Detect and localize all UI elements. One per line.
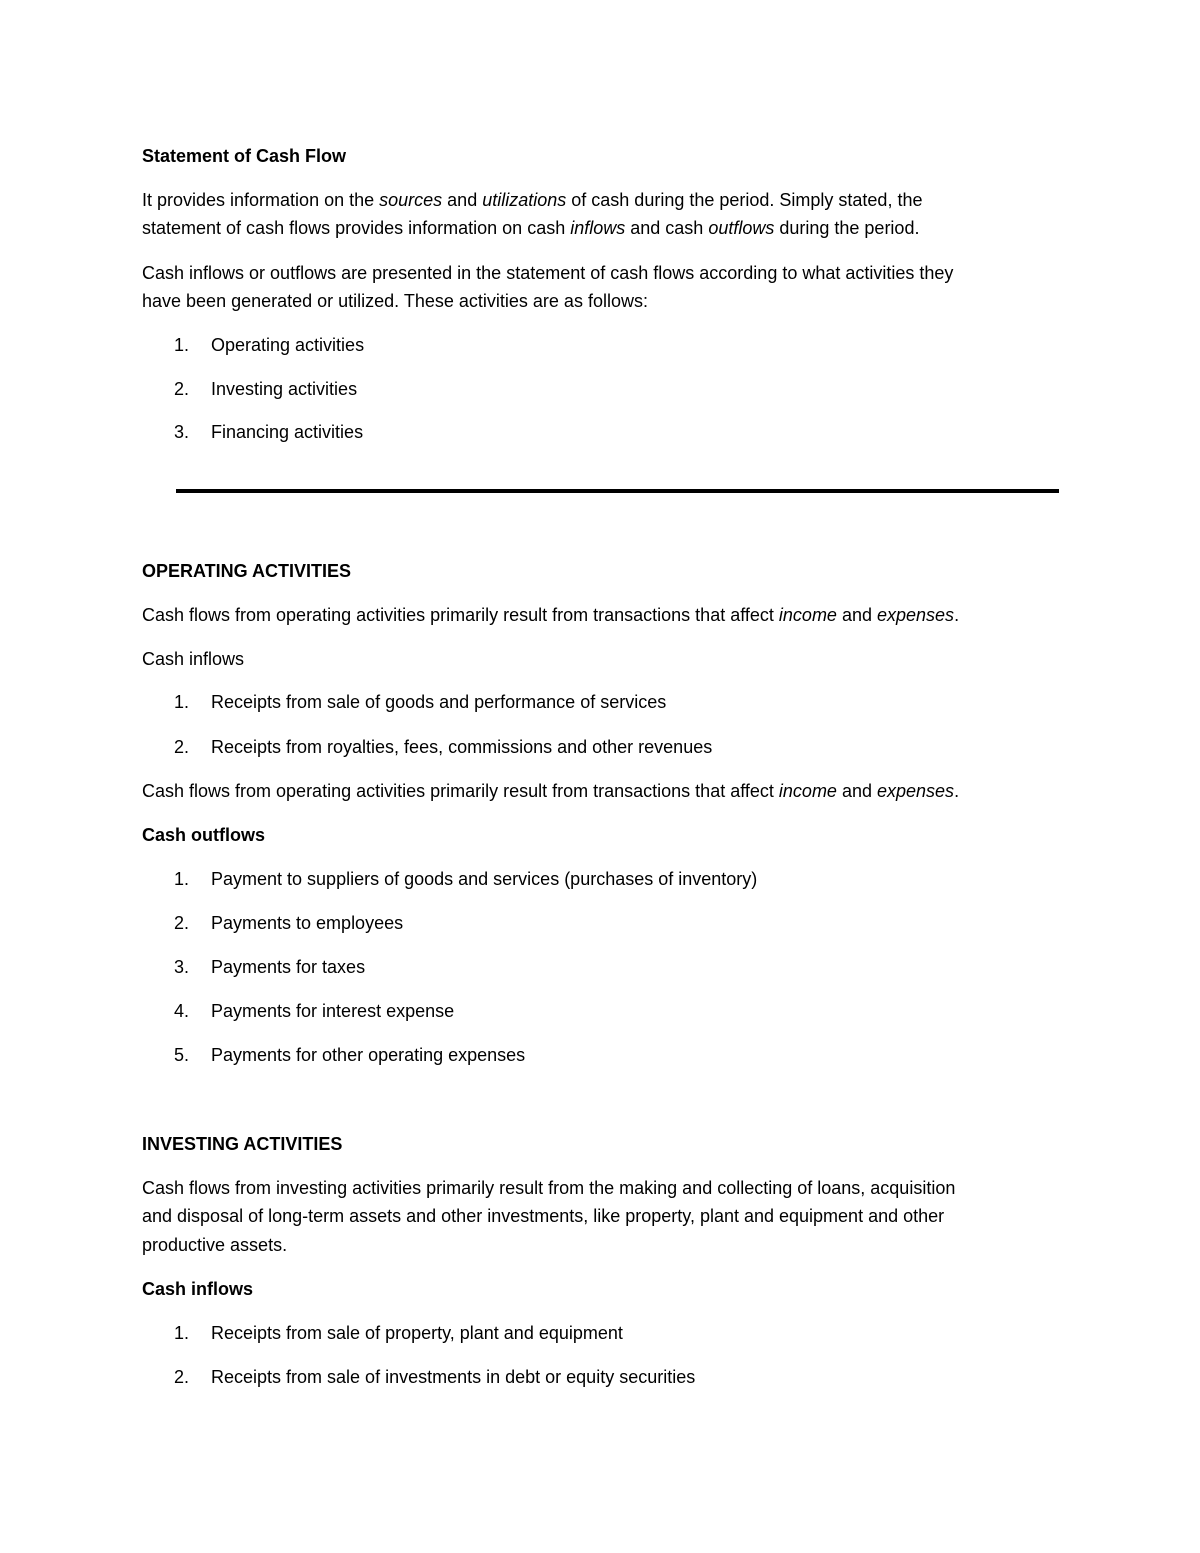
list-item: 2. Receipts from royalties, fees, commissions and other revenues [174, 737, 713, 757]
list-item: 4. Payments for interest expense [174, 1001, 455, 1021]
list-item: 2. Receipts from sale of investments in debt or equity securities [174, 1367, 696, 1387]
list-item: 1. Receipts from sale of goods and performance of services [174, 692, 667, 712]
investing-description-line-2: and disposal of long-term assets and other investments, like property, plant and equipment and other [142, 1206, 945, 1226]
list-item: 3. Financing activities [174, 422, 364, 442]
list-item: 1. Operating activities [174, 335, 365, 355]
investing-inflows-label: Cash inflows [142, 1279, 254, 1299]
list-item: 1. Receipts from sale of property, plant and equipment [174, 1323, 623, 1343]
investing-description-line-1: Cash flows from investing activities primarily result from the making and collecting of loans, acquisition [142, 1178, 956, 1198]
operating-inflows-label: Cash inflows [142, 649, 245, 669]
intro-paragraph-2-line-2: have been generated or utilized. These activities are as follows: [142, 291, 648, 311]
investing-heading: INVESTING ACTIVITIES [142, 1134, 343, 1154]
investing-description-line-3: productive assets. [142, 1235, 288, 1255]
list-item: 2. Payments to employees [174, 913, 404, 933]
horizontal-rule [176, 489, 1059, 493]
intro-line-2: statement of cash flows provides information on cash inflows and cash outflows during the period. [142, 218, 920, 238]
list-item: 1. Payment to suppliers of goods and services (purchases of inventory) [174, 869, 758, 889]
list-item: 2. Investing activities [174, 379, 358, 399]
intro-paragraph-2-line-1: Cash inflows or outflows are presented in the statement of cash flows according to what activities they [142, 263, 954, 283]
operating-description-repeat: Cash flows from operating activities primarily result from transactions that affect income and expenses. [142, 781, 960, 801]
intro-line-1: It provides information on the sources and utilizations of cash during the period. Simply stated, the [142, 190, 923, 210]
list-item: 5. Payments for other operating expenses [174, 1045, 526, 1065]
operating-heading: OPERATING ACTIVITIES [142, 561, 352, 581]
operating-outflows-label: Cash outflows [142, 825, 266, 845]
list-item: 3. Payments for taxes [174, 957, 366, 977]
document-title: Statement of Cash Flow [142, 146, 347, 166]
operating-description: Cash flows from operating activities primarily result from transactions that affect income and expenses. [142, 605, 960, 625]
